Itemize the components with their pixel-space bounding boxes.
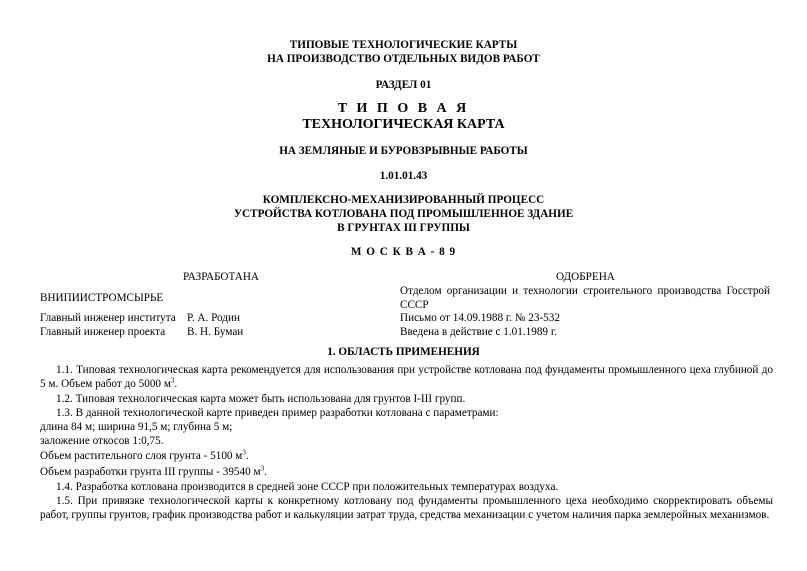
paragraph-1-1-end: .	[174, 378, 178, 390]
approved-letter: Письмо от 14.09.1988 г. № 23-532	[400, 312, 560, 324]
title-line-1: Т И П О В А Я	[337, 101, 470, 116]
paragraph-1-4: 1.4. Разработка котлована производится в средней зоне СССР при положительных температурах воздуха.	[56, 481, 559, 493]
paragraph-1-3-d-end: .	[264, 466, 267, 478]
developed-role-2: Главный инженер проекта	[40, 326, 166, 338]
developed-role-1: Главный инженер института	[40, 312, 176, 324]
paragraph-1-2: 1.2. Типовая технологическая карта может быть использована для грунтов I-III групп.	[56, 393, 466, 405]
section-1-heading: 1. ОБЛАСТЬ ПРИМЕНЕНИЯ	[327, 346, 480, 358]
document-code: 1.01.01.43	[379, 170, 428, 182]
paragraph-1-5: 1.5. При привязке технологической карты к конкретному котловану под фундаменты промышленного цеха необходимо скорректировать объемы работ, группы грунтов, график производства работ и калькуляции затрат труда, средства механизации с учетом наличия парка землеройных механизмов.	[40, 495, 773, 521]
paragraph-1-3-d	[40, 465, 773, 479]
developed-org: ВНИПИИСТРОМСЫРЬЕ	[40, 292, 164, 304]
process-line-2: УСТРОЙСТВА КОТЛОВАНА ПОД ПРОМЫШЛЕННОЕ ЗДАНИЕ	[233, 208, 574, 220]
paragraph-1-3-c-sup: 3	[242, 448, 246, 457]
subject-line: НА ЗЕМЛЯНЫЕ И БУРОВЗРЫВНЫЕ РАБОТЫ	[279, 145, 528, 157]
approved-department: Отделом организации и технологии строительного производства Госстрой СССР	[400, 285, 770, 311]
paragraph-1-3-b: заложение откосов 1:0,75.	[40, 435, 164, 447]
section-label: РАЗДЕЛ 01	[375, 79, 432, 91]
paragraph-1-3-a: длина 84 м; ширина 91,5 м; глубина 5 м;	[40, 421, 233, 433]
paragraph-1-3-c-text: Объем растительного слоя грунта - 5100 м	[40, 450, 243, 462]
paragraph-1-3-d-text: Объем разработки грунта III группы - 39540 м	[40, 466, 261, 478]
paragraph-1-3: 1.3. В данной технологической карте приведен пример разработки котлована с параметрами:	[56, 407, 499, 419]
header-line-1: ТИПОВЫЕ ТЕХНОЛОГИЧЕСКИЕ КАРТЫ	[289, 39, 518, 51]
approved-effective: Введена в действие с 1.01.1989 г.	[400, 326, 557, 338]
paragraph-1-1	[40, 363, 773, 391]
paragraph-1-1-sup: 3	[170, 376, 175, 385]
paragraph-1-3-c	[40, 449, 773, 463]
city-year: М О С К В А - 8 9	[350, 246, 457, 258]
paragraph-1-3-c-end: .	[245, 450, 249, 462]
title-line-2: ТЕХНОЛОГИЧЕСКАЯ КАРТА	[302, 117, 505, 132]
header-line-2: НА ПРОИЗВОДСТВО ОТДЕЛЬНЫХ ВИДОВ РАБОТ	[267, 53, 540, 65]
developed-name-2: В. Н. Буман	[187, 326, 244, 338]
paragraph-1-1-text: 1.1. Типовая технологическая карта рекомендуется для использования при устройстве котлована под фундаменты промышленного цеха глубиной до 5 м. Объем работ до 5000 м	[40, 364, 773, 390]
paragraph-1-3-d-sup: 3	[260, 464, 265, 473]
developed-name-1: Р. А. Родин	[187, 312, 240, 324]
process-line-1: КОМПЛЕКСНО-МЕХАНИЗИРОВАННЫЙ ПРОЦЕСС	[262, 194, 545, 206]
approved-heading: ОДОБРЕНА	[556, 271, 615, 283]
developed-heading: РАЗРАБОТАНА	[183, 271, 260, 283]
process-line-3: В ГРУНТАХ III ГРУППЫ	[337, 222, 470, 234]
